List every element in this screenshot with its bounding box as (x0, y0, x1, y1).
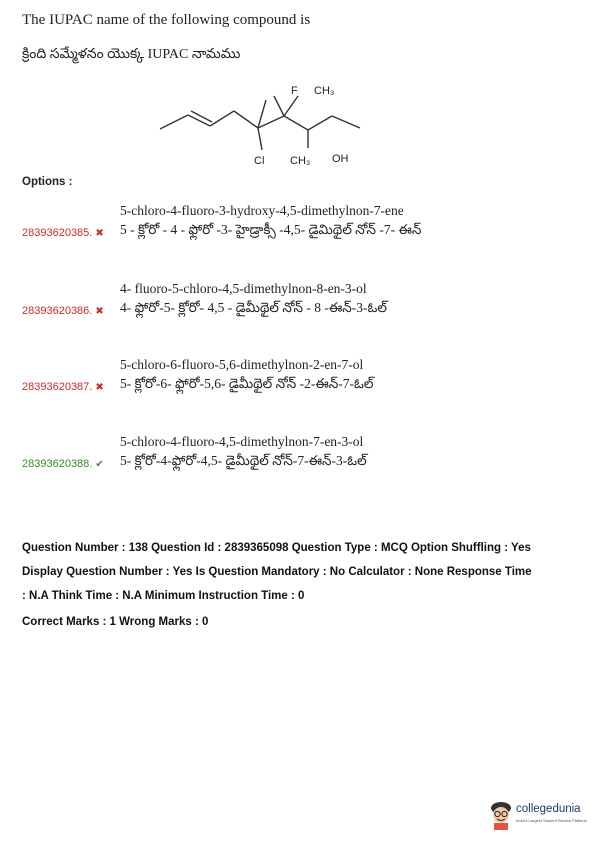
mascot-icon (488, 800, 514, 830)
bond-c7-c6 (210, 111, 234, 126)
option-text-telugu: 5- క్లోరో-4-ఫ్లోరో-4,5- డైమీథైల్ నోన్-7-ఈన్-3-ఓల్ (120, 453, 367, 468)
label-oh: OH (332, 153, 349, 165)
option-id-number: 28393620386. (22, 305, 93, 317)
question-meta (22, 536, 582, 634)
option-text-telugu: 4- ఫ్లోరో-5- క్లోరో- 4,5 - డైమీథైల్ నోన్ - 8 -ఈన్-3-ఓల్ (120, 300, 387, 315)
structure-bonds (160, 96, 360, 150)
label-ch3-top: CH₃ (314, 85, 335, 97)
collegedunia-logo (488, 800, 588, 832)
bond-c5-ch3 (258, 128, 262, 150)
logo-name: collegedunia (516, 803, 581, 815)
meta-line-2: Display Question Number : Yes Is Question Mandatory : No Calculator : None Response Time (22, 566, 532, 578)
option-text-telugu: 5- క్లోరో-6- ఫ్లోరో-5,6- డైమీథైల్ నోన్ -2-ఈన్-7-ఓల్ (120, 376, 374, 391)
option-text-english: 5-chloro-6-fluoro-5,6-dimethylnon-2-en-7-ol (120, 357, 364, 372)
option-text-telugu: 5 - క్లోరో - 4 - ఫ్లోరో -3- హైడ్రాక్సీ -4,5- డైమిథైల్ నోన్ -7- ఈన్ (120, 222, 422, 237)
check-icon: ✔ (95, 459, 104, 470)
question-text-telugu: క్రింది సమ్మేళనం యొక్క IUPAC నామము (22, 47, 241, 62)
option-id-number: 28393620385. (22, 227, 93, 239)
option-id-number: 28393620388. (22, 458, 93, 470)
option-id (22, 227, 104, 239)
option-text-english: 5-chloro-4-fluoro-4,5-dimethylnon-7-en-3-ol (120, 434, 364, 449)
label-cl: Cl (254, 155, 265, 167)
bond-c4-ch3 (284, 96, 298, 116)
options-label: Options : (22, 176, 73, 188)
bond-c4-c3 (284, 116, 308, 130)
bond-c8-c7-double (191, 111, 212, 122)
bond-c4-f (274, 96, 284, 116)
bond-c5-cl (258, 100, 266, 128)
logo-tagline: India's Largest Student Review Platform (516, 818, 588, 823)
chemical-structure (150, 80, 390, 175)
bond-c3-c2 (308, 116, 332, 130)
option-id (22, 305, 104, 317)
cross-icon: ✖ (95, 382, 104, 393)
bond-c6-c5 (234, 111, 258, 128)
option-text-english: 5-chloro-4-fluoro-3-hydroxy-4,5-dimethylnon-7-ene (120, 203, 404, 218)
bond-c2-c1 (332, 116, 360, 128)
label-f: F (291, 85, 298, 97)
option-id (22, 381, 104, 393)
option-text-english: 4- fluoro-5-chloro-4,5-dimethylnon-8-en-3-ol (120, 281, 367, 296)
cross-icon: ✖ (95, 228, 104, 239)
question-text-english: The IUPAC name of the following compound is (22, 12, 311, 28)
meta-line-3: : N.A Think Time : N.A Minimum Instruction Time : 0 (22, 590, 305, 602)
label-ch3-bottom: CH₃ (290, 155, 311, 167)
meta-line-4: Correct Marks : 1 Wrong Marks : 0 (22, 616, 209, 628)
option-id-number: 28393620387. (22, 381, 93, 393)
option-id (22, 458, 104, 470)
bond-c5-c4 (258, 116, 284, 128)
cross-icon: ✖ (95, 306, 104, 317)
bond-c8-c7 (188, 115, 210, 126)
meta-line-1: Question Number : 138 Question Id : 2839365098 Question Type : MCQ Option Shuffling : Yes (22, 542, 531, 554)
bond-c9-c8 (160, 115, 188, 129)
